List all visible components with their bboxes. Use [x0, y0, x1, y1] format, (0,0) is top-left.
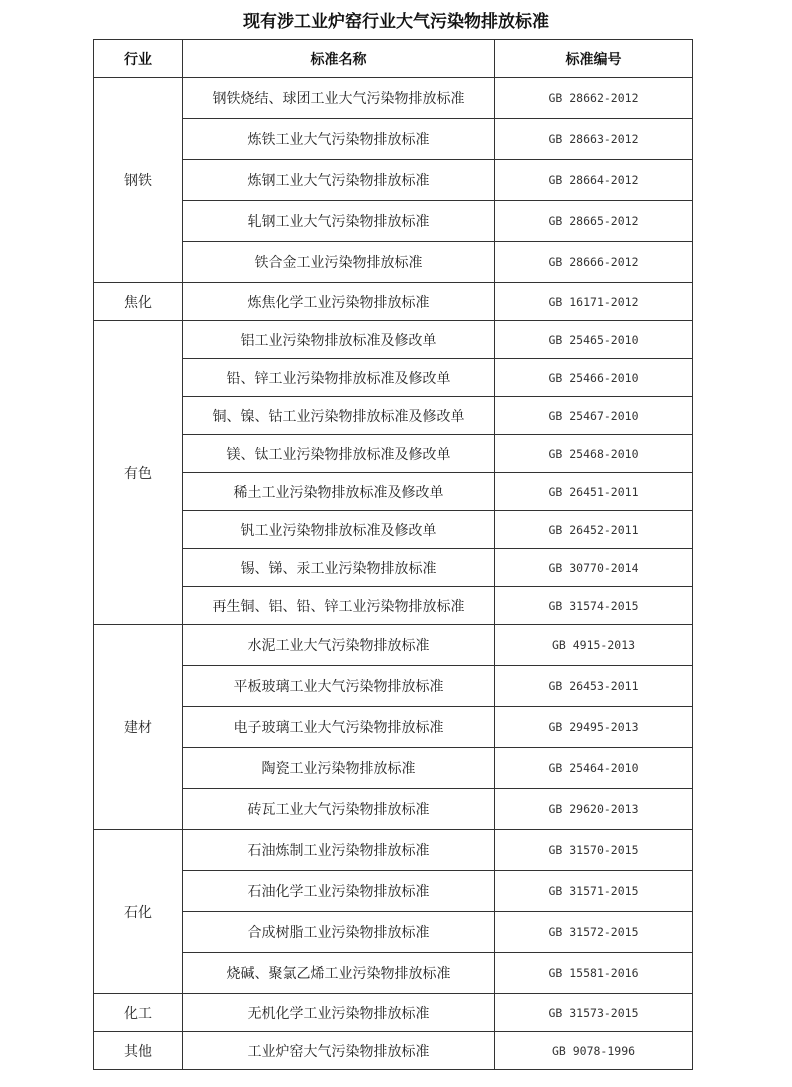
table-row: [94, 789, 693, 830]
table-row: [94, 78, 693, 119]
table-row: [94, 871, 693, 912]
standard-code-cell: GB 26453-2011: [495, 666, 693, 707]
table-row: [94, 994, 693, 1032]
industry-cell: 钢铁: [94, 78, 183, 283]
standard-code-cell: GB 28662-2012: [495, 78, 693, 119]
header-standard-name: 标准名称: [183, 40, 495, 78]
standard-name-cell: 平板玻璃工业大气污染物排放标准: [183, 666, 495, 707]
standard-name-cell: 陶瓷工业污染物排放标准: [183, 748, 495, 789]
header-industry: 行业: [94, 40, 183, 78]
standard-name-cell: 烧碱、聚氯乙烯工业污染物排放标准: [183, 953, 495, 994]
standard-code-cell: GB 26452-2011: [495, 511, 693, 549]
standard-code-cell: GB 28666-2012: [495, 242, 693, 283]
standard-name-cell: 钢铁烧结、球团工业大气污染物排放标准: [183, 78, 495, 119]
standard-name-cell: 铜、镍、钴工业污染物排放标准及修改单: [183, 397, 495, 435]
table-row: [94, 549, 693, 587]
table-header-row: [94, 40, 693, 78]
standard-code-cell: GB 4915-2013: [495, 625, 693, 666]
table-row: [94, 160, 693, 201]
standard-code-cell: GB 29620-2013: [495, 789, 693, 830]
standard-code-cell: GB 16171-2012: [495, 283, 693, 321]
table-row: [94, 397, 693, 435]
standard-code-cell: GB 31570-2015: [495, 830, 693, 871]
standard-code-cell: GB 25467-2010: [495, 397, 693, 435]
standard-code-cell: GB 28664-2012: [495, 160, 693, 201]
standard-name-cell: 砖瓦工业大气污染物排放标准: [183, 789, 495, 830]
standard-name-cell: 炼焦化学工业污染物排放标准: [183, 283, 495, 321]
standard-code-cell: GB 29495-2013: [495, 707, 693, 748]
table-row: [94, 625, 693, 666]
standard-name-cell: 铅、锌工业污染物排放标准及修改单: [183, 359, 495, 397]
page-title: 现有涉工业炉窑行业大气污染物排放标准: [243, 12, 549, 32]
standard-name-cell: 再生铜、铝、铅、锌工业污染物排放标准: [183, 587, 495, 625]
standard-name-cell: 锡、锑、汞工业污染物排放标准: [183, 549, 495, 587]
standard-name-cell: 合成树脂工业污染物排放标准: [183, 912, 495, 953]
standard-name-cell: 稀土工业污染物排放标准及修改单: [183, 473, 495, 511]
standard-code-cell: GB 25468-2010: [495, 435, 693, 473]
table-row: [94, 1032, 693, 1070]
table-row: [94, 119, 693, 160]
standard-code-cell: GB 9078-1996: [495, 1032, 693, 1070]
table-row: [94, 242, 693, 283]
table-row: [94, 511, 693, 549]
standard-name-cell: 石油炼制工业污染物排放标准: [183, 830, 495, 871]
table-row: [94, 666, 693, 707]
industry-cell: 有色: [94, 321, 183, 625]
standard-code-cell: GB 26451-2011: [495, 473, 693, 511]
standard-name-cell: 无机化学工业污染物排放标准: [183, 994, 495, 1032]
table-row: [94, 953, 693, 994]
header-standard-code: 标准编号: [495, 40, 693, 78]
standard-name-cell: 镁、钛工业污染物排放标准及修改单: [183, 435, 495, 473]
standard-name-cell: 工业炉窑大气污染物排放标准: [183, 1032, 495, 1070]
industry-cell: 建材: [94, 625, 183, 830]
table-row: [94, 748, 693, 789]
industry-cell: 石化: [94, 830, 183, 994]
standard-code-cell: GB 28663-2012: [495, 119, 693, 160]
table-row: [94, 473, 693, 511]
standard-code-cell: GB 31572-2015: [495, 912, 693, 953]
standard-name-cell: 铝工业污染物排放标准及修改单: [183, 321, 495, 359]
standard-name-cell: 钒工业污染物排放标准及修改单: [183, 511, 495, 549]
standard-code-cell: GB 30770-2014: [495, 549, 693, 587]
standard-code-cell: GB 28665-2012: [495, 201, 693, 242]
standard-code-cell: GB 25465-2010: [495, 321, 693, 359]
industry-cell: 其他: [94, 1032, 183, 1070]
standard-name-cell: 轧钢工业大气污染物排放标准: [183, 201, 495, 242]
standard-name-cell: 电子玻璃工业大气污染物排放标准: [183, 707, 495, 748]
standard-name-cell: 炼铁工业大气污染物排放标准: [183, 119, 495, 160]
table-row: [94, 587, 693, 625]
industry-cell: 化工: [94, 994, 183, 1032]
table-row: [94, 830, 693, 871]
table-row: [94, 359, 693, 397]
standard-name-cell: 铁合金工业污染物排放标准: [183, 242, 495, 283]
standard-code-cell: GB 25466-2010: [495, 359, 693, 397]
standard-code-cell: GB 31571-2015: [495, 871, 693, 912]
standards-table: [93, 39, 693, 1070]
table-row: [94, 283, 693, 321]
standard-code-cell: GB 25464-2010: [495, 748, 693, 789]
table-row: [94, 201, 693, 242]
standard-name-cell: 水泥工业大气污染物排放标准: [183, 625, 495, 666]
industry-cell: 焦化: [94, 283, 183, 321]
standard-code-cell: GB 31574-2015: [495, 587, 693, 625]
table-row: [94, 321, 693, 359]
standard-name-cell: 炼钢工业大气污染物排放标准: [183, 160, 495, 201]
standard-code-cell: GB 15581-2016: [495, 953, 693, 994]
standard-code-cell: GB 31573-2015: [495, 994, 693, 1032]
table-row: [94, 435, 693, 473]
table-row: [94, 707, 693, 748]
table-row: [94, 912, 693, 953]
standard-name-cell: 石油化学工业污染物排放标准: [183, 871, 495, 912]
